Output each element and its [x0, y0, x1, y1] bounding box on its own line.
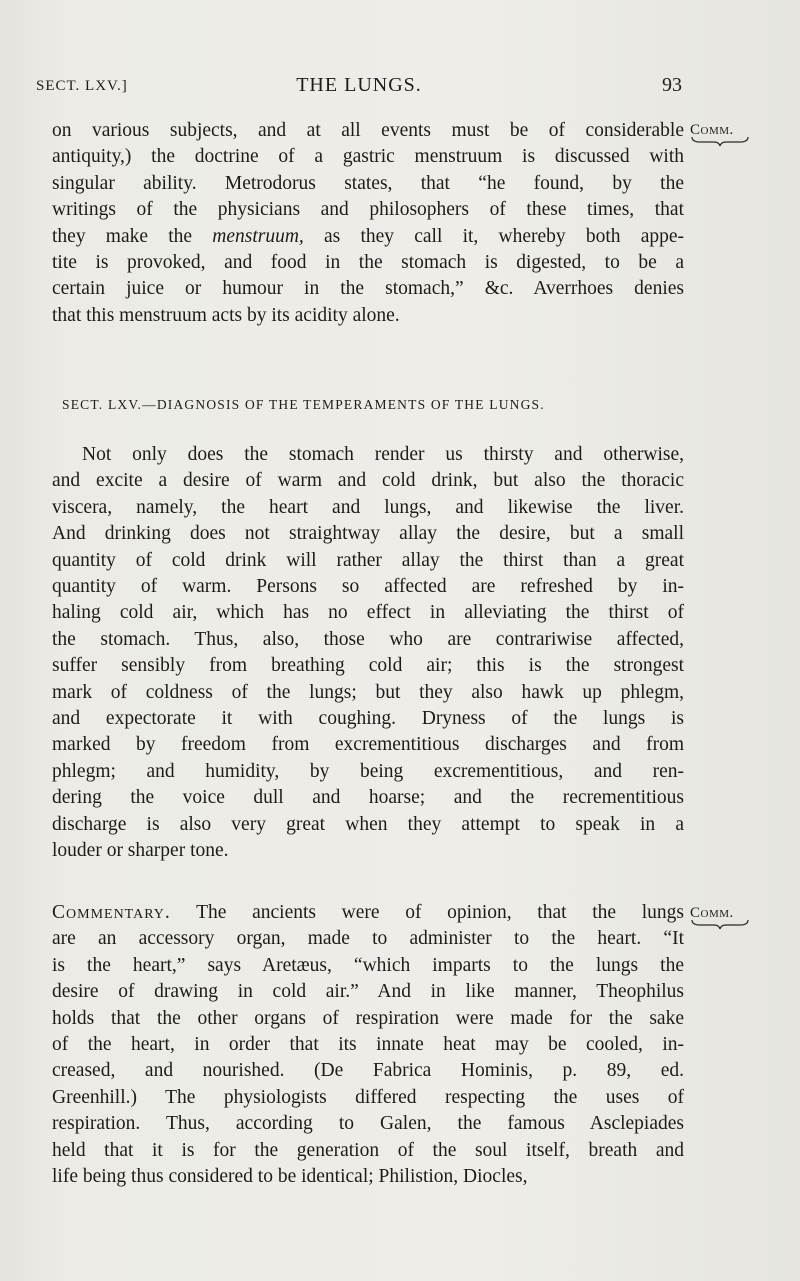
text-line: quantity of warm. Persons so affected are refreshed by in-	[52, 576, 684, 598]
continued-paragraph	[52, 118, 684, 329]
text-line: respiration. Thus, according to Galen, the famous Asclepiades	[52, 1113, 684, 1135]
text-line: haling cold air, which has no effect in alleviating the thirst of	[52, 602, 684, 624]
text-line: life being thus considered to be identical; Philistion, Diocles,	[52, 1166, 528, 1188]
running-header	[36, 74, 682, 102]
text-line: dering the voice dull and hoarse; and the recrementitious	[52, 787, 684, 809]
text-line: antiquity,) the doctrine of a gastric menstruum is discussed with	[52, 146, 684, 168]
running-title: THE LUNGS.	[296, 74, 422, 96]
commentary-paragraph	[52, 900, 684, 1190]
section-reference: SECT. LXV.]	[36, 78, 128, 94]
text-line: quantity of cold drink will rather allay the thirst than a great	[52, 549, 684, 571]
text-line: certain juice or humour in the stomach,” &c. Averrhoes denies	[52, 278, 684, 300]
text-line: suffer sensibly from breathing cold air; this is the strongest	[52, 655, 684, 677]
text-line: and excite a desire of warm and cold drink, but also the thoracic	[52, 470, 684, 492]
text-line: Not only does the stomach render us thirsty and otherwise,	[82, 444, 684, 465]
text-line: phlegm; and humidity, by being excrementitious, and ren-	[52, 760, 684, 782]
text-line: mark of coldness of the lungs; but they also hawk up phlegm,	[52, 681, 684, 703]
text-line: and expectorate it with coughing. Dryness of the lungs is	[52, 708, 684, 730]
margin-note-comm-2	[690, 905, 770, 930]
commentary-first-text: The ancients were of opinion, that the lungs	[196, 902, 684, 923]
text-line: Greenhill.) The physiologists differed respecting the uses of	[52, 1086, 684, 1108]
text-line: held that it is for the generation of the soul itself, breath and	[52, 1139, 684, 1161]
italic-term: menstruum,	[212, 225, 304, 247]
section-paragraph	[52, 442, 684, 865]
text-line: desire of drawing in cold air.” And in like manner, Theophilus	[52, 981, 684, 1003]
text-line: creased, and nourished. (De Fabrica Hominis, p. 89, ed.	[52, 1060, 684, 1082]
commentary-first-line	[52, 900, 684, 926]
text-line: are an accessory organ, made to administer to the heart. “It	[52, 928, 684, 950]
text-line: marked by freedom from excrementitious discharges and from	[52, 734, 684, 756]
text-line: And drinking does not straightway allay the desire, but a small	[52, 523, 684, 545]
text-line: of the heart, in order that its innate heat may be cooled, in-	[52, 1034, 684, 1056]
text-line: singular ability. Metrodorus states, that “he found, by the	[52, 172, 684, 194]
commentary-label: Commentary.	[52, 902, 171, 923]
margin-note-label-2: Comm.	[690, 905, 734, 921]
text-line: writings of the physicians and philosophers of these times, that	[52, 199, 684, 221]
section-heading: SECT. LXV.—DIAGNOSIS OF THE TEMPERAMENTS OF THE LUNGS.	[62, 397, 545, 412]
margin-note-comm	[690, 122, 770, 147]
page-number: 93	[662, 74, 682, 96]
text-line: is the heart,” says Aretæus, “which imparts to the lungs the	[52, 954, 684, 976]
text-line: on various subjects, and at all events must be of considerable	[52, 120, 684, 141]
text-line: the stomach. Thus, also, those who are contrariwise affected,	[52, 628, 684, 650]
text-line: tite is provoked, and food in the stomach is digested, to be a	[52, 252, 684, 274]
margin-note-label: Comm.	[690, 122, 734, 138]
text-line: louder or sharper tone.	[52, 840, 229, 862]
text-line: viscera, namely, the heart and lungs, and likewise the liver.	[52, 496, 684, 518]
text-line: they make the menstruum, as they call it, whereby both appe-	[52, 225, 685, 247]
text-line: that this menstruum acts by its acidity alone.	[52, 304, 400, 326]
text-line: holds that the other organs of respiration were made for the sake	[52, 1007, 684, 1029]
text-line: discharge is also very great when they attempt to speak in a	[52, 813, 684, 835]
